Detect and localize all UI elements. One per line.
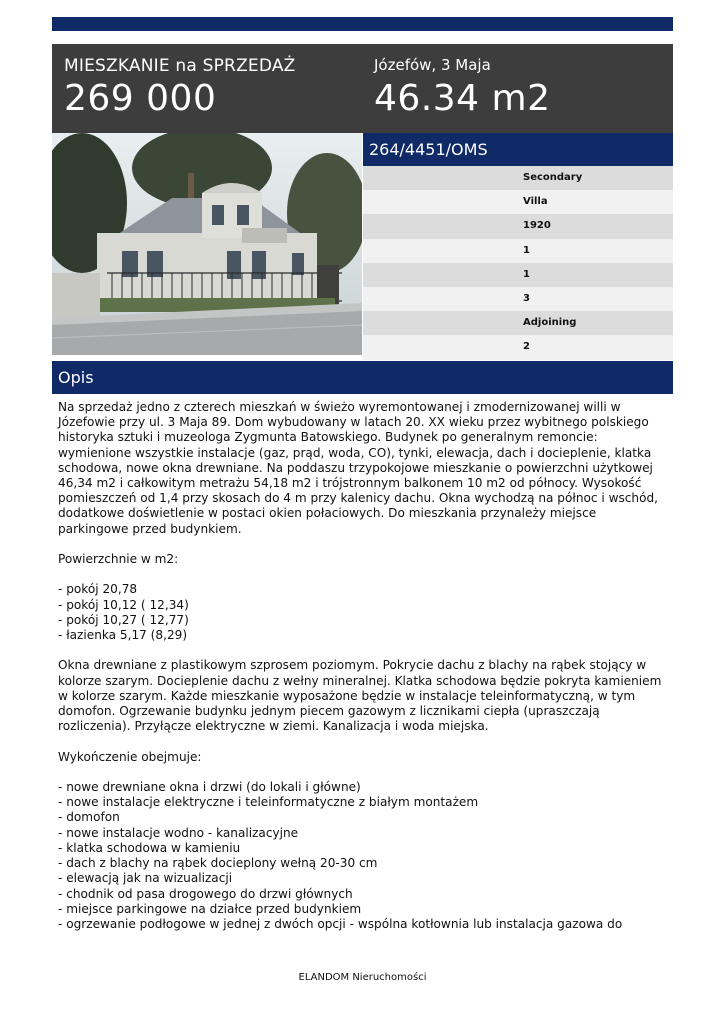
property-details bbox=[363, 166, 673, 360]
description-line: - domofon bbox=[58, 810, 120, 825]
description-body bbox=[58, 400, 670, 932]
description-line: - ogrzewanie podłogowe w jednej z dwóch opcji - wspólna kotłownia lub instalacja gazowa do bbox=[58, 916, 623, 931]
description-line: - elewacją jak na wizualizacji bbox=[58, 871, 233, 886]
property-row bbox=[363, 311, 673, 335]
description-heading: Opis bbox=[52, 361, 673, 394]
property-value: 1 bbox=[523, 244, 530, 256]
description-line bbox=[58, 537, 670, 552]
property-value: 2 bbox=[523, 341, 530, 353]
property-row bbox=[363, 214, 673, 238]
description-line: - nowe drewniane okna i drzwi (do lokali i główne) bbox=[58, 780, 361, 795]
top-accent-bar bbox=[52, 17, 673, 31]
listing-location: Józefów, 3 Maja bbox=[374, 56, 491, 74]
header-right bbox=[374, 56, 550, 119]
property-value: Adjoining bbox=[523, 317, 577, 329]
description-line bbox=[58, 643, 670, 658]
property-row bbox=[363, 335, 673, 359]
description-line: - nowe instalacje elektryczne i teleinformatyczne z białym montażem bbox=[58, 795, 479, 810]
property-row bbox=[363, 166, 673, 190]
property-value: 1 bbox=[523, 268, 530, 280]
description-line: - klatka schodowa w kamieniu bbox=[58, 840, 241, 855]
property-row bbox=[363, 263, 673, 287]
description-line: - pokój 10,27 ( 12,77) bbox=[58, 612, 189, 627]
description-line: - nowe instalacje wodno - kanalizacyjne bbox=[58, 825, 299, 840]
description-line bbox=[58, 567, 670, 582]
description-line: - pokój 20,78 bbox=[58, 582, 138, 597]
description-paragraph: Na sprzedaż jedno z czterech mieszkań w świeżo wyremontowanej i zmodernizowanej willi w Józefowie przy ul. 3 Maja 89. Dom wybudowany w latach 20. XX wieku przez wybitnego polskiego historyka sztuki i muzeologa Zygmunta Batowskiego. Budynek po generalnym remoncie: wymienione wszystkie instalacje (gaz, prąd, woda, CO), tynki, elewacja, dach i docieplenie, klatka schodowa, nowe okna drewniane. Na poddaszu trzypokojowe mieszkanie o powierzchni użytkowej 46,34 m2 i całkowitym metrażu 54,18 m2 i trójstronnym balkonem 10 m2 od północy. Wysokość pomieszczeń od 1,4 przy skosach do 4 m przy kalenicy dachu. Okna wychodzą na północ i wschód, dodatkowe doświetlenie w postaci okien połaciowych. Do mieszkania przynależy miejsce parkingowe przed budynkiem. bbox=[58, 400, 662, 536]
property-value: Secondary bbox=[523, 172, 583, 183]
listing-header bbox=[52, 44, 673, 133]
description-line: - miejsce parkingowe na działce przed budynkiem bbox=[58, 901, 362, 916]
description-line: Wykończenie obejmuje: bbox=[58, 749, 202, 764]
property-row bbox=[363, 287, 673, 311]
listing-type: MIESZKANIE na SPRZEDAŻ bbox=[64, 56, 296, 76]
description-line bbox=[58, 734, 670, 749]
header-left bbox=[64, 56, 296, 119]
description-line: - dach z blachy na rąbek docieplony wełną 20-30 cm bbox=[58, 856, 378, 871]
description-line bbox=[58, 765, 670, 780]
listing-price: 269 000 bbox=[64, 78, 217, 119]
property-value: 1920 bbox=[523, 220, 551, 232]
property-photo bbox=[52, 133, 362, 355]
property-value: 3 bbox=[523, 292, 530, 304]
description-line: - łazienka 5,17 (8,29) bbox=[58, 628, 188, 643]
footer-agency: ELANDOM Nieruchomości bbox=[298, 972, 427, 983]
listing-area: 46.34 m2 bbox=[374, 78, 551, 119]
property-row bbox=[363, 239, 673, 263]
description-line: - chodnik od pasa drogowego do drzwi głównych bbox=[58, 886, 353, 901]
description-paragraph: Okna drewniane z plastikowym szprosem poziomym. Pokrycie dachu z blachy na rąbek stojący w kolorze szarym. Docieplenie dachu z wełny mineralnej. Klatka schodowa będzie pokryta kamieniem w kolorze szarym. Każde mieszkanie wyposażone będzie w instalacje teleinformatyczną, w tym domofon. Ogrzewanie budynku jednym piecem gazowym z licznikami ciepła (upraszczają rozliczenia). Przyłącze elektryczne w ziemi. Kanalizacja i woda miejska. bbox=[58, 658, 666, 734]
reference-number: 264/4451/OMS bbox=[363, 133, 673, 166]
property-row bbox=[363, 190, 673, 214]
description-line: Powierzchnie w m2: bbox=[58, 552, 179, 567]
property-value: Villa bbox=[523, 196, 548, 208]
description-line: - pokój 10,12 ( 12,34) bbox=[58, 597, 189, 612]
